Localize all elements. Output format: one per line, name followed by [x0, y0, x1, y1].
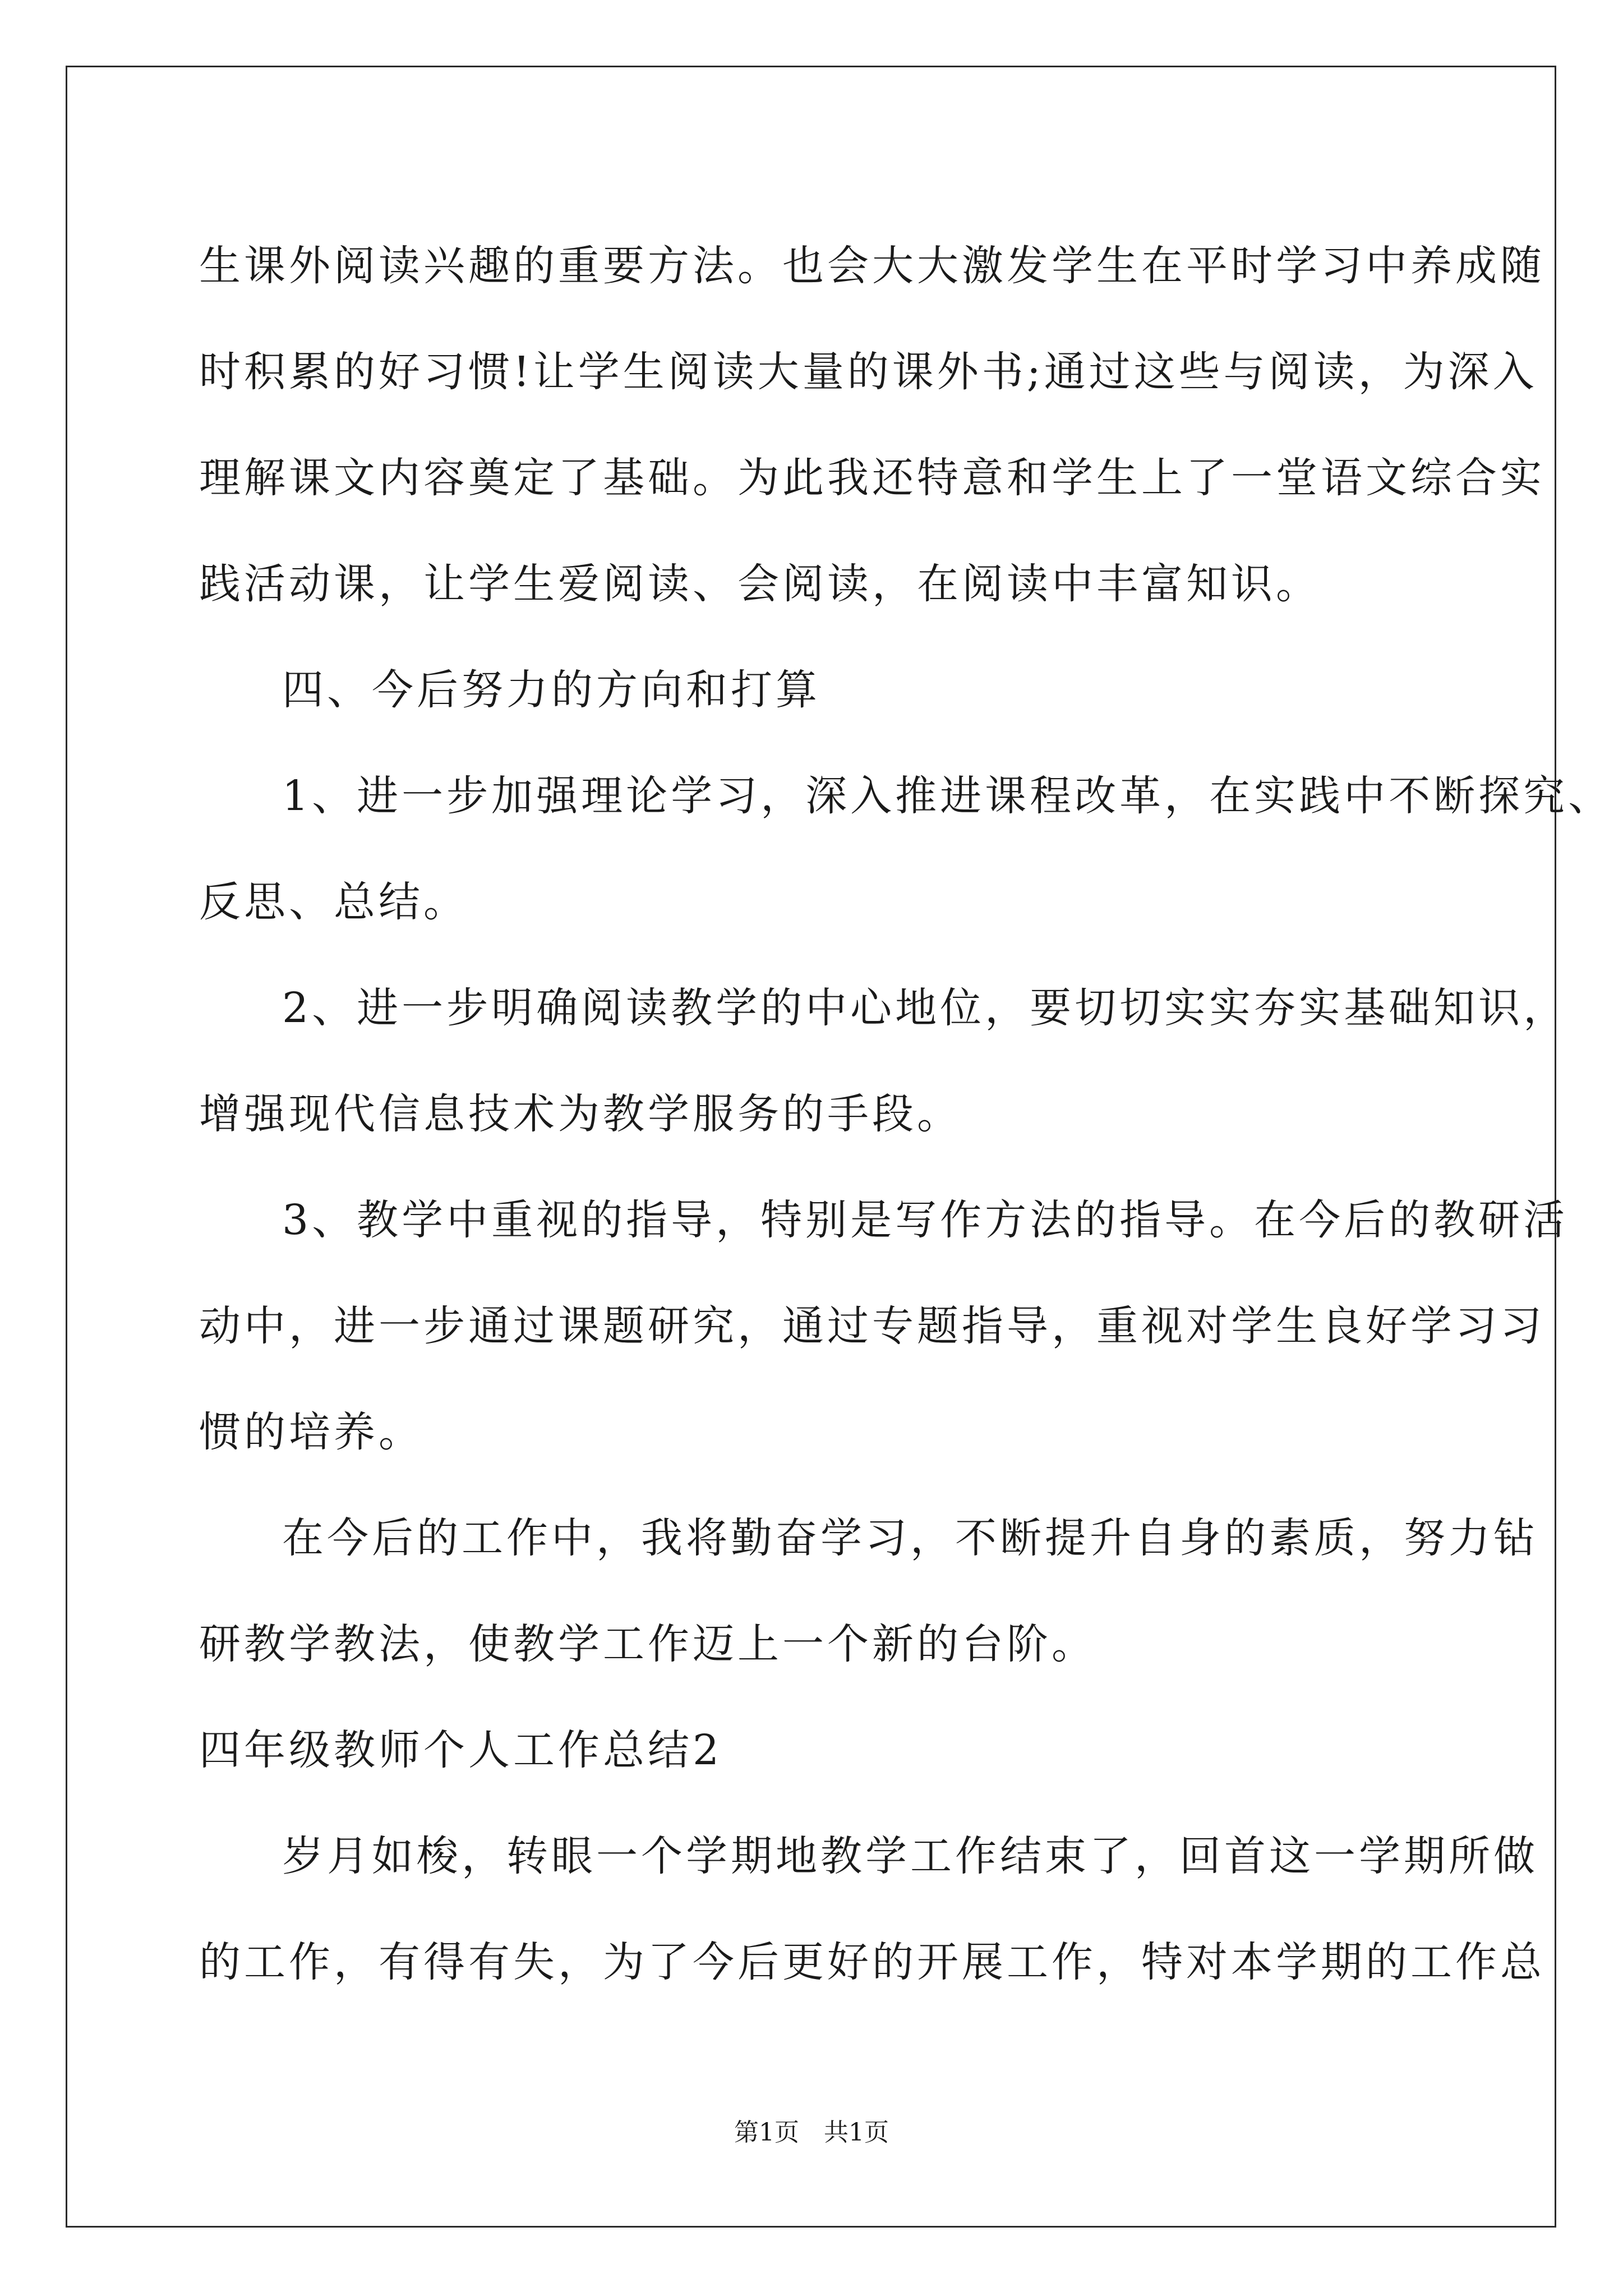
- text-line: 动中，进一步通过课题研究，通过专题指导，重视对学生良好学习习: [199, 1302, 1545, 1350]
- text-line: 理解课文内容奠定了基础。为此我还特意和学生上了一堂语文综合实: [199, 454, 1545, 502]
- text-line: 时积累的好习惯!让学生阅读大量的课外书;通过这些与阅读，为深入: [199, 348, 1538, 396]
- text-line: 在今后的工作中，我将勤奋学习，不断提升自身的素质，努力钻: [282, 1514, 1538, 1562]
- text-line: 岁月如梭，转眼一个学期地教学工作结束了，回首这一学期所做: [282, 1832, 1538, 1880]
- page-footer: [0, 2116, 1623, 2150]
- document-body: [199, 213, 1613, 2016]
- text-line: 3、教学中重视的指导，特别是写作方法的指导。在今后的教研活: [282, 1196, 1569, 1244]
- page-total: 共1页: [824, 2118, 889, 2147]
- text-line: 惯的培养。: [199, 1408, 423, 1456]
- page-number: 第1页: [734, 2118, 799, 2147]
- text-line: 生课外阅读兴趣的重要方法。也会大大激发学生在平时学习中养成随: [199, 242, 1545, 290]
- text-line: 增强现代信息技术为教学服务的手段。: [199, 1090, 962, 1138]
- text-line: 践活动课，让学生爱阅读、会阅读，在阅读中丰富知识。: [199, 560, 1321, 608]
- section-heading: 四、今后努力的方向和打算: [282, 666, 820, 714]
- text-line: 反思、总结。: [199, 878, 468, 926]
- text-line: 2、进一步明确阅读教学的中心地位，要切切实实夯实基础知识，: [282, 984, 1569, 1032]
- text-line: 研教学教法，使教学工作迈上一个新的台阶。: [199, 1620, 1096, 1668]
- document-title: 四年级教师个人工作总结2: [199, 1726, 723, 1774]
- text-line: 1、进一步加强理论学习，深入推进课程改革，在实践中不断探究、: [282, 772, 1613, 820]
- text-line: 的工作，有得有失，为了今后更好的开展工作，特对本学期的工作总: [199, 1938, 1545, 1986]
